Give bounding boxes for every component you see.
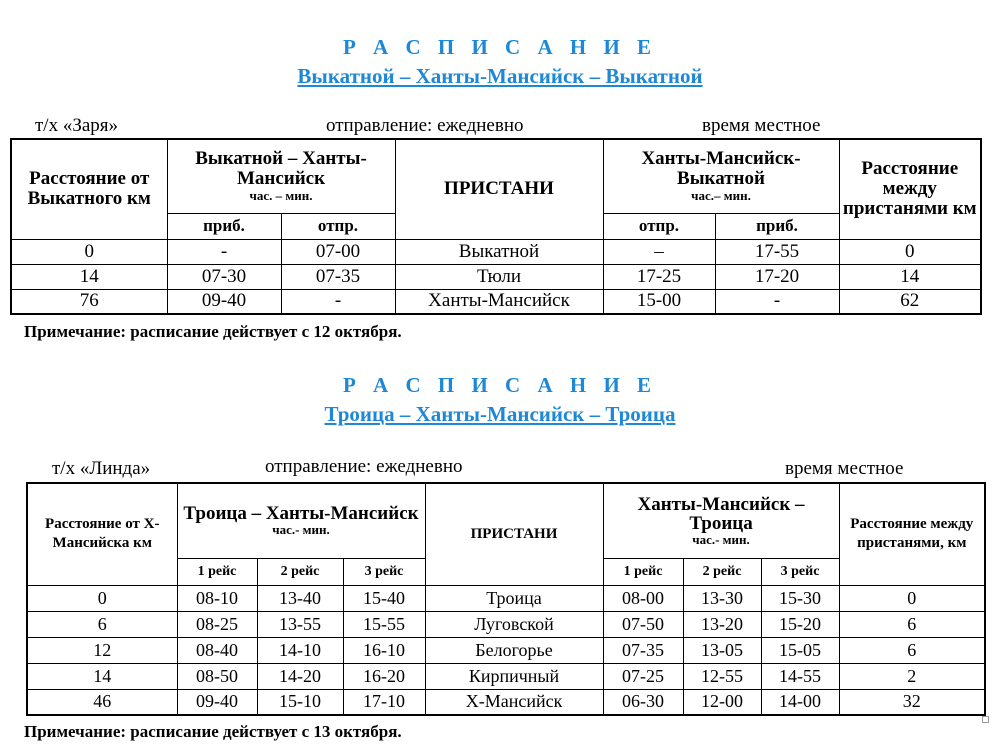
header-distance-from: Расстояние от Выкатного км: [11, 139, 167, 239]
cell-dist: 76: [11, 289, 167, 314]
header-distance-between: Расстояние между пристанями км: [839, 139, 981, 239]
header-direction1: [177, 483, 425, 558]
schedule2-time-note: время местное: [785, 458, 904, 479]
header-distance-from: Расстояние от Х-Мансийска км: [27, 483, 177, 585]
direction2-label: Ханты-Мансийск – Троица: [637, 493, 805, 534]
col-dep2: отпр.: [603, 213, 715, 239]
cell-a1: 08-40: [177, 637, 257, 663]
time-unit2: час.- мин.: [692, 531, 750, 547]
cell-a2: 13-40: [257, 585, 343, 611]
col-arr: приб.: [167, 213, 281, 239]
schedule1-note: Примечание: расписание действует с 12 октября.: [24, 322, 402, 341]
schedule2-table: [26, 482, 986, 716]
cell-a2: 14-20: [257, 663, 343, 689]
header-distance-between: Расстояние между пристанями, км: [839, 483, 985, 585]
schedule1-route: Выкатной – Ханты-Мансийск – Выкатной: [297, 64, 703, 88]
cell-between: 0: [839, 585, 985, 611]
header-piers: ПРИСТАНИ: [395, 139, 603, 239]
cell-dist: 12: [27, 637, 177, 663]
cell-a3: 15-40: [343, 585, 425, 611]
cell-pier: Тюли: [395, 264, 603, 289]
cell-b1: 07-50: [603, 611, 683, 637]
col-dep: отпр.: [281, 213, 395, 239]
cell-pier: Х-Мансийск: [425, 689, 603, 715]
cell-b2: 12-55: [683, 663, 761, 689]
schedule2-departure: отправление: ежедневно: [265, 456, 463, 477]
cell-between: 62: [839, 289, 981, 314]
cell-a1: 08-10: [177, 585, 257, 611]
table-row: [11, 239, 981, 264]
time-unit1: час.- мин.: [272, 522, 330, 538]
cell-arr: 09-40: [167, 289, 281, 314]
cell-b3: 15-30: [761, 585, 839, 611]
cell-dist: 14: [11, 264, 167, 289]
time-unit1: час. – мин.: [249, 188, 313, 204]
cell-between: 0: [839, 239, 981, 264]
cell-pier: Троица: [425, 585, 603, 611]
cell-dep2: 17-25: [603, 264, 715, 289]
time-unit2: час.– мин.: [691, 188, 751, 204]
table-row: [27, 637, 985, 663]
cell-b2: 13-30: [683, 585, 761, 611]
cell-between: 32: [839, 689, 985, 715]
cell-a1: 08-25: [177, 611, 257, 637]
cell-pier: Выкатной: [395, 239, 603, 264]
cell-between: 6: [839, 637, 985, 663]
cell-b2: 13-20: [683, 611, 761, 637]
col-trip2: 2 рейс: [257, 558, 343, 585]
cell-arr2: -: [715, 289, 839, 314]
cell-dep: -: [281, 289, 395, 314]
cell-dist: 6: [27, 611, 177, 637]
cell-a1: 09-40: [177, 689, 257, 715]
cell-pier: Ханты-Мансийск: [395, 289, 603, 314]
cell-dist: 0: [11, 239, 167, 264]
cell-b2: 13-05: [683, 637, 761, 663]
table-row: [27, 663, 985, 689]
cell-a3: 16-20: [343, 663, 425, 689]
direction1-label: Троица – Ханты-Мансийск: [183, 503, 419, 525]
table-row: [11, 289, 981, 314]
schedule2-note: Примечание: расписание действует с 13 октября.: [24, 722, 402, 741]
cell-between: 6: [839, 611, 985, 637]
cell-dep2: 15-00: [603, 289, 715, 314]
cell-dist: 46: [27, 689, 177, 715]
cell-a3: 15-55: [343, 611, 425, 637]
cell-b1: 07-35: [603, 637, 683, 663]
schedule1-departure: отправление: ежедневно: [326, 115, 524, 136]
table-row: [27, 689, 985, 715]
cell-pier: Белогорье: [425, 637, 603, 663]
cell-dist: 0: [27, 585, 177, 611]
cell-b3: 15-05: [761, 637, 839, 663]
header-direction1: [167, 139, 395, 213]
cell-dep: 07-00: [281, 239, 395, 264]
cell-dist: 14: [27, 663, 177, 689]
cell-a2: 13-55: [257, 611, 343, 637]
cell-b3: 14-00: [761, 689, 839, 715]
direction2-label: Ханты-Мансийск-Выкатной: [641, 148, 801, 190]
cell-a2: 15-10: [257, 689, 343, 715]
schedule2-vessel: т/х «Линда»: [52, 458, 151, 479]
cell-arr: -: [167, 239, 281, 264]
table-row: [11, 264, 981, 289]
cell-pier: Луговской: [425, 611, 603, 637]
cell-arr2: 17-20: [715, 264, 839, 289]
cell-arr2: 17-55: [715, 239, 839, 264]
col-trip3: 3 рейс: [343, 558, 425, 585]
cell-a1: 08-50: [177, 663, 257, 689]
schedule2-route: Троица – Ханты-Мансийск – Троица: [324, 402, 676, 426]
schedule2-heading: Р А С П И С А Н И Е: [342, 373, 658, 397]
cell-dep: 07-35: [281, 264, 395, 289]
table-row: [27, 585, 985, 611]
cell-arr: 07-30: [167, 264, 281, 289]
cell-a3: 17-10: [343, 689, 425, 715]
cell-b1: 08-00: [603, 585, 683, 611]
cell-b2: 12-00: [683, 689, 761, 715]
cell-dep2: –: [603, 239, 715, 264]
col-trip1-return: 1 рейс: [603, 558, 683, 585]
col-trip3-return: 3 рейс: [761, 558, 839, 585]
cell-between: 2: [839, 663, 985, 689]
cell-a2: 14-10: [257, 637, 343, 663]
header-direction2: [603, 483, 839, 558]
cell-a3: 16-10: [343, 637, 425, 663]
cell-pier: Кирпичный: [425, 663, 603, 689]
cell-b3: 14-55: [761, 663, 839, 689]
cell-b3: 15-20: [761, 611, 839, 637]
direction1-label: Выкатной – Ханты-Мансийск: [195, 148, 367, 190]
header-direction2: [603, 139, 839, 213]
col-trip2-return: 2 рейс: [683, 558, 761, 585]
cell-b1: 06-30: [603, 689, 683, 715]
schedule1-table: [10, 138, 982, 315]
header-piers: ПРИСТАНИ: [425, 483, 603, 585]
schedule1-heading: Р А С П И С А Н И Е: [342, 35, 658, 59]
col-trip1: 1 рейс: [177, 558, 257, 585]
table-row: [27, 611, 985, 637]
cell-b1: 07-25: [603, 663, 683, 689]
col-arr2: приб.: [715, 213, 839, 239]
corner-marker: [982, 716, 989, 723]
schedule1-vessel: т/х «Заря»: [35, 115, 119, 136]
cell-between: 14: [839, 264, 981, 289]
schedule1-time-note: время местное: [702, 115, 821, 136]
